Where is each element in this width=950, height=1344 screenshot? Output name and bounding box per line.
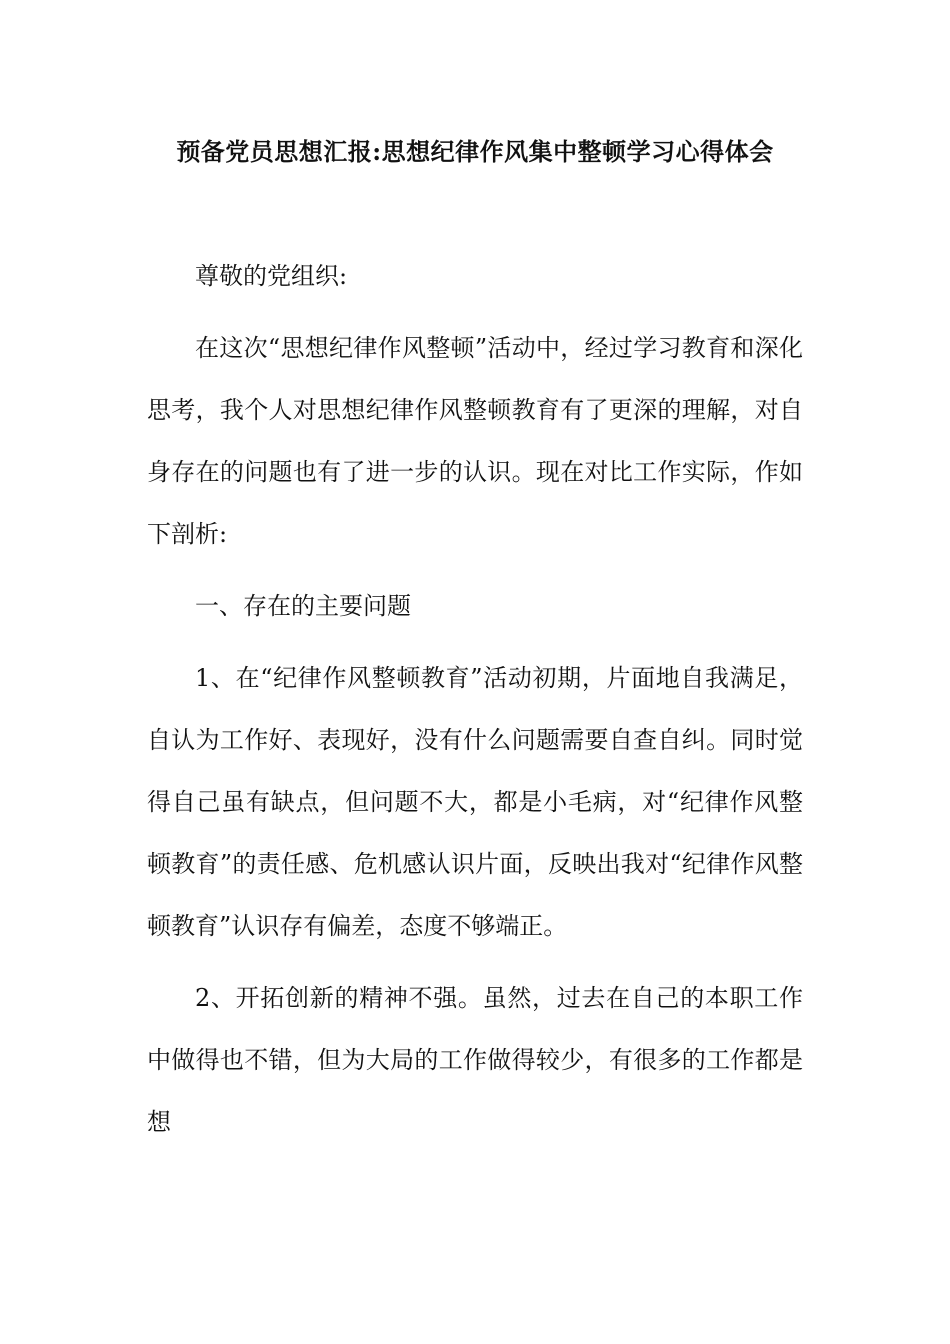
problem-item-1: 1、在“纪律作风整顿教育”活动初期，片面地自我满足，自认为工作好、表现好，没有什么问题需要自查自纠。同时觉得自己虽有缺点，但问题不大，都是小毛病，对“纪律作风整顿教育”的责任感、危机感认识片面，反映出我对“纪律作风整顿教育”认识存有偏差，态度不够端正。 (147, 664, 803, 940)
intro-paragraph: 在这次“思想纪律作风整顿”活动中，经过学习教育和深化思考，我个人对思想纪律作风整顿教育有了更深的理解，对自身存在的问题也有了进一步的认识。现在对比工作实际，作如下剖析: (147, 334, 803, 548)
problem-item-2: 2、开拓创新的精神不强。虽然，过去在自己的本职工作中做得也不错，但为大局的工作做得较少，有很多的工作都是想 (147, 984, 803, 1136)
document-body (147, 245, 803, 1153)
section-heading: 一、存在的主要问题 (195, 592, 411, 620)
salutation: 尊敬的党组织: (195, 262, 348, 290)
document-title: 预备党员思想汇报:思想纪律作风集中整顿学习心得体会 (176, 137, 774, 166)
